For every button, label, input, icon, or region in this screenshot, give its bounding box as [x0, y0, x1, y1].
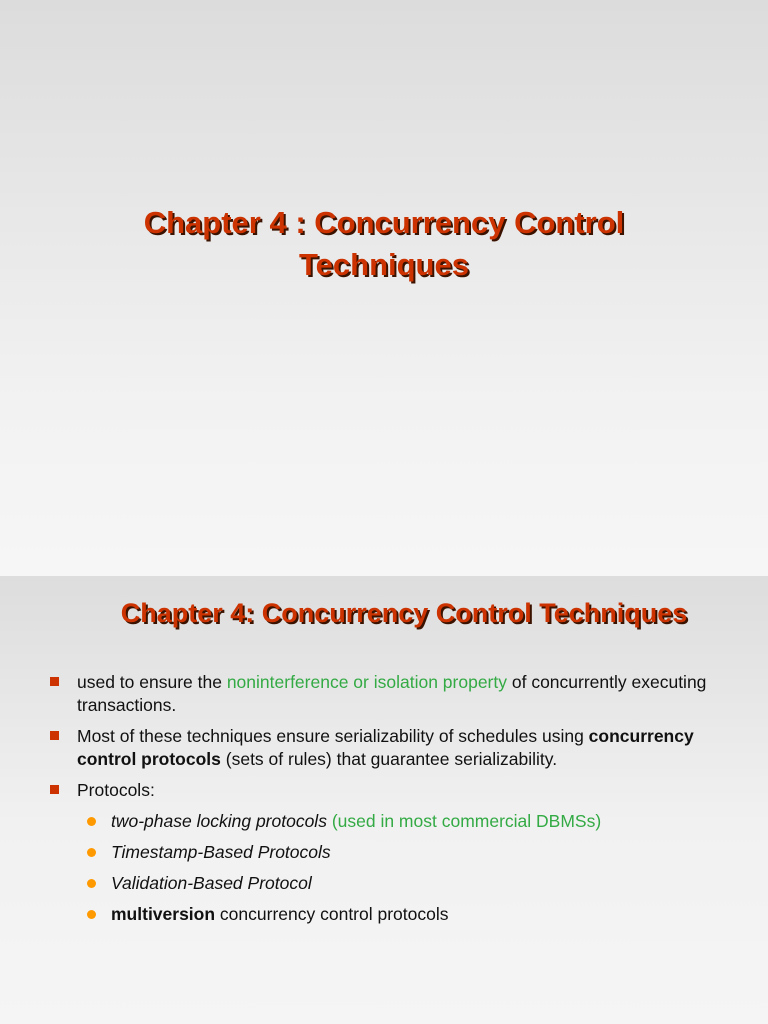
title-line-2: Techniques — [299, 247, 469, 282]
square-bullet-icon — [50, 785, 59, 794]
sub-bullet-italic: Timestamp-Based Protocols — [111, 842, 331, 862]
circle-bullet-icon — [87, 910, 96, 919]
square-bullet-icon — [50, 731, 59, 740]
bullet-highlight: noninterference or isolation property — [226, 672, 507, 692]
bullet-text: used to ensure the — [77, 672, 227, 692]
bullet-text: (sets of rules) that guarantee serializability. — [220, 749, 558, 769]
circle-bullet-icon — [87, 879, 96, 888]
bullet-text: Protocols: — [77, 780, 155, 800]
sub-bullet-italic: Validation-Based Protocol — [111, 873, 312, 893]
bullet-item — [45, 671, 745, 717]
sub-bullet-item — [45, 841, 745, 864]
slide-title-heading — [0, 202, 768, 286]
square-bullet-icon — [50, 677, 59, 686]
circle-bullet-icon — [87, 817, 96, 826]
sub-bullet-item — [45, 810, 745, 833]
sub-bullet-text: concurrency control protocols — [215, 904, 449, 924]
sub-bullet-item — [45, 872, 745, 895]
sub-bullet-item — [45, 903, 745, 926]
bullet-list — [45, 671, 745, 934]
sub-bullet-highlight: (used in most commercial DBMSs) — [326, 811, 602, 831]
bullet-item — [45, 725, 745, 771]
bullet-bold: concurrency control protocols — [77, 726, 694, 769]
title-line-1: Chapter 4 : Concurrency Control — [143, 205, 625, 240]
sub-bullet-italic: two-phase locking protocols — [111, 811, 327, 831]
bullet-text: of concurrently executing transactions. — [77, 672, 707, 715]
slide-content — [0, 576, 768, 1024]
bullet-text: Most of these techniques ensure serializability of schedules using — [77, 726, 589, 746]
circle-bullet-icon — [87, 848, 96, 857]
bullet-item — [45, 779, 745, 802]
slide-content-heading: Chapter 4: Concurrency Control Techniques — [120, 598, 688, 628]
sub-bullet-bold: multiversion — [111, 904, 216, 924]
